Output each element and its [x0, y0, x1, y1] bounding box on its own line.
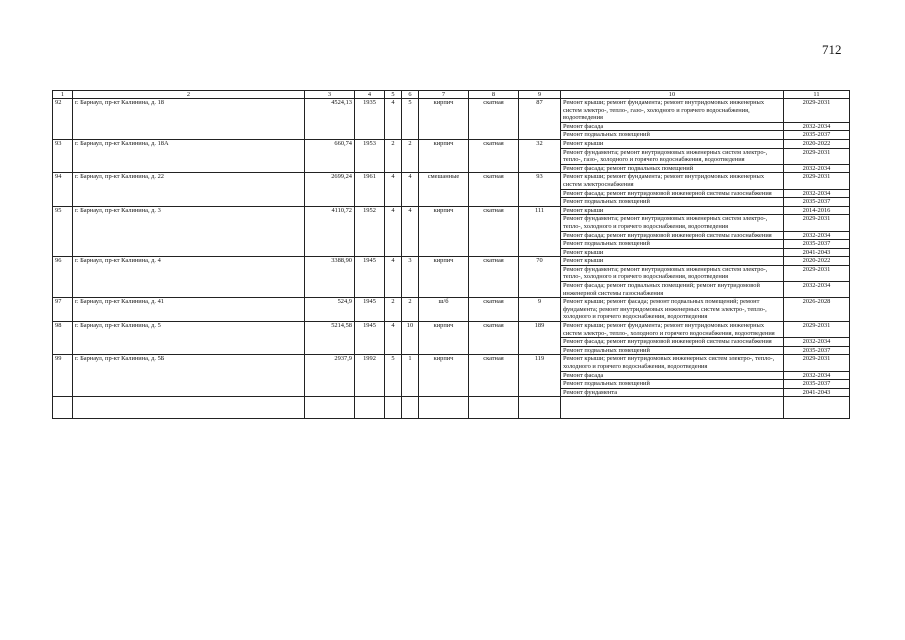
floors-cell: 4 — [385, 173, 402, 206]
table-row — [53, 298, 850, 322]
wall-material-cell: кирпич — [419, 99, 469, 140]
column-number-header: 10 — [561, 91, 784, 99]
repair-work-cell: Ремонт фундамента; ремонт внутридомовых инженерных систем электро-, тепло-, холодного и горячего водоснабжения, водоотведения — [561, 215, 784, 231]
repair-work-cell: Ремонт крыши — [561, 248, 784, 257]
building-number-cell: 93 — [53, 139, 73, 172]
repair-period-cell: 2035-2037 — [784, 198, 850, 207]
wall-material-cell: смешанные — [419, 173, 469, 206]
page-number: 712 — [822, 42, 842, 57]
repair-period-cell: 2032-2034 — [784, 122, 850, 131]
table-row — [53, 322, 850, 338]
repair-work-cell: Ремонт подвальных помещений — [561, 198, 784, 207]
year-cell: 1992 — [355, 355, 385, 397]
repair-period-cell: 2032-2034 — [784, 338, 850, 347]
residents-cell: 87 — [519, 99, 561, 140]
repair-work-cell: Ремонт крыши — [561, 257, 784, 266]
column-number-header: 5 — [385, 91, 402, 99]
roof-type-cell: скатная — [469, 206, 519, 257]
filler-cell — [561, 397, 784, 419]
table-row — [53, 173, 850, 189]
residents-cell: 32 — [519, 139, 561, 172]
roof-type-cell: скатная — [469, 99, 519, 140]
repair-work-cell: Ремонт фасада; ремонт внутридомовой инженерной системы газоснабжения — [561, 189, 784, 198]
building-number-cell: 94 — [53, 173, 73, 206]
repair-work-cell: Ремонт крыши; ремонт внутридомовых инженерных систем электро-, тепло-, холодного и горячего водоснабжения, водоотведения — [561, 355, 784, 371]
repair-work-cell: Ремонт фасада — [561, 122, 784, 131]
roof-type-cell: скатная — [469, 298, 519, 322]
repair-period-cell: 2029-2031 — [784, 265, 850, 281]
capital-repair-table — [52, 90, 850, 419]
repair-period-cell: 2029-2031 — [784, 322, 850, 338]
filler-cell — [402, 397, 419, 419]
repair-work-cell: Ремонт фасада — [561, 371, 784, 380]
address-cell: г. Барнаул, пр-кт Калинина, д. 18 — [73, 99, 305, 140]
entrances-cell: 3 — [402, 257, 419, 298]
repair-work-cell: Ремонт фасада; ремонт подвальных помещений; ремонт внутридомовой инженерной системы газоснабжения — [561, 282, 784, 298]
repair-period-cell: 2020-2022 — [784, 257, 850, 266]
repair-period-cell: 2041-2043 — [784, 388, 850, 397]
column-number-header: 6 — [402, 91, 419, 99]
filler-cell — [53, 397, 73, 419]
wall-material-cell: ш/б — [419, 298, 469, 322]
roof-type-cell: скатная — [469, 173, 519, 206]
repair-period-cell: 2029-2031 — [784, 355, 850, 371]
floors-cell: 4 — [385, 322, 402, 355]
column-number-header: 3 — [305, 91, 355, 99]
residents-cell: 111 — [519, 206, 561, 257]
filler-cell — [419, 397, 469, 419]
table-row — [53, 139, 850, 148]
wall-material-cell: кирпич — [419, 257, 469, 298]
building-number-cell: 92 — [53, 99, 73, 140]
column-number-header: 8 — [469, 91, 519, 99]
address-cell: г. Барнаул, пр-кт Калинина, д. 5Б — [73, 355, 305, 397]
roof-type-cell: скатная — [469, 322, 519, 355]
building-number-cell: 98 — [53, 322, 73, 355]
repair-period-cell: 2026-2028 — [784, 298, 850, 322]
floors-cell: 5 — [385, 355, 402, 397]
table-row — [53, 257, 850, 266]
wall-material-cell: кирпич — [419, 355, 469, 397]
wall-material-cell: кирпич — [419, 206, 469, 257]
repair-period-cell: 2035-2037 — [784, 240, 850, 249]
filler-cell — [355, 397, 385, 419]
residents-cell: 93 — [519, 173, 561, 206]
building-number-cell: 99 — [53, 355, 73, 397]
building-number-cell: 95 — [53, 206, 73, 257]
table-row — [53, 99, 850, 123]
repair-work-cell: Ремонт крыши — [561, 206, 784, 215]
repair-work-cell: Ремонт фасада; ремонт внутридомовой инженерной системы газоснабжения — [561, 231, 784, 240]
repair-period-cell: 2041-2043 — [784, 248, 850, 257]
repair-period-cell: 2032-2034 — [784, 164, 850, 173]
wall-material-cell: кирпич — [419, 139, 469, 172]
repair-period-cell: 2032-2034 — [784, 189, 850, 198]
building-number-cell: 97 — [53, 298, 73, 322]
entrances-cell: 4 — [402, 173, 419, 206]
repair-work-cell: Ремонт крыши; ремонт фундамента; ремонт внутридомовых инженерных систем электро-, тепло-, газо-, холодного и горячего водоснабжения, водоотведения — [561, 99, 784, 123]
repair-work-cell: Ремонт подвальных помещений — [561, 240, 784, 249]
residents-cell: 119 — [519, 355, 561, 397]
year-cell: 1945 — [355, 298, 385, 322]
roof-type-cell: скатная — [469, 355, 519, 397]
floors-cell: 4 — [385, 257, 402, 298]
area-cell: 2937,9 — [305, 355, 355, 397]
repair-work-cell: Ремонт крыши — [561, 139, 784, 148]
year-cell: 1945 — [355, 257, 385, 298]
floors-cell: 4 — [385, 206, 402, 257]
table-row — [53, 355, 850, 371]
address-cell: г. Барнаул, пр-кт Калинина, д. 41 — [73, 298, 305, 322]
repair-work-cell: Ремонт фундамента; ремонт внутридомовых инженерных систем электро-, тепло-, холодного и горячего водоснабжения, водоотведения — [561, 265, 784, 281]
filler-cell — [385, 397, 402, 419]
repair-period-cell: 2035-2037 — [784, 131, 850, 140]
address-cell: г. Барнаул, пр-кт Калинина, д. 4 — [73, 257, 305, 298]
entrances-cell: 5 — [402, 99, 419, 140]
entrances-cell: 2 — [402, 139, 419, 172]
column-number-header: 9 — [519, 91, 561, 99]
column-number-header: 11 — [784, 91, 850, 99]
column-number-header: 4 — [355, 91, 385, 99]
filler-cell — [519, 397, 561, 419]
table-tail — [53, 397, 850, 419]
area-cell: 524,9 — [305, 298, 355, 322]
column-number-row — [53, 91, 850, 99]
column-number-header: 1 — [53, 91, 73, 99]
repair-work-cell: Ремонт фасада; ремонт внутридомовой инженерной системы газоснабжения — [561, 338, 784, 347]
address-cell: г. Барнаул, пр-кт Калинина, д. 18А — [73, 139, 305, 172]
year-cell: 1953 — [355, 139, 385, 172]
entrances-cell: 1 — [402, 355, 419, 397]
year-cell: 1952 — [355, 206, 385, 257]
repair-period-cell: 2029-2031 — [784, 148, 850, 164]
repair-work-cell: Ремонт фундамента; ремонт внутридомовых инженерных систем электро-, тепло-, газо-, холодного и горячего водоснабжения, водоотведения — [561, 148, 784, 164]
repair-period-cell: 2032-2034 — [784, 231, 850, 240]
repair-period-cell: 2014-2016 — [784, 206, 850, 215]
repair-work-cell: Ремонт крыши; ремонт фундамента; ремонт внутридомовых инженерных систем электро-, тепло-, холодного и горячего водоснабжения, водоотведения — [561, 322, 784, 338]
area-cell: 3388,90 — [305, 257, 355, 298]
roof-type-cell: скатная — [469, 139, 519, 172]
repair-period-cell: 2035-2037 — [784, 346, 850, 355]
address-cell: г. Барнаул, пр-кт Калинина, д. 22 — [73, 173, 305, 206]
repair-work-cell: Ремонт подвальных помещений — [561, 346, 784, 355]
filler-cell — [73, 397, 305, 419]
residents-cell: 9 — [519, 298, 561, 322]
roof-type-cell: скатная — [469, 257, 519, 298]
repair-work-cell: Ремонт крыши; ремонт фасада; ремонт подвальных помещений; ремонт фундамента; ремонт внутридомовых инженерных систем электро-, тепло-, холодного и горячего водоснабжения, водоотведения — [561, 298, 784, 322]
repair-work-cell: Ремонт подвальных помещений — [561, 131, 784, 140]
column-number-header: 2 — [73, 91, 305, 99]
repair-period-cell: 2029-2031 — [784, 215, 850, 231]
year-cell: 1945 — [355, 322, 385, 355]
area-cell: 4110,72 — [305, 206, 355, 257]
filler-cell — [305, 397, 355, 419]
repair-period-cell: 2032-2034 — [784, 371, 850, 380]
table-row — [53, 206, 850, 215]
floors-cell: 2 — [385, 298, 402, 322]
address-cell: г. Барнаул, пр-кт Калинина, д. 3 — [73, 206, 305, 257]
address-cell: г. Барнаул, пр-кт Калинина, д. 5 — [73, 322, 305, 355]
repair-work-cell: Ремонт фундамента — [561, 388, 784, 397]
floors-cell: 2 — [385, 139, 402, 172]
repair-period-cell: 2020-2022 — [784, 139, 850, 148]
wall-material-cell: кирпич — [419, 322, 469, 355]
repair-work-cell: Ремонт крыши; ремонт фундамента; ремонт внутридомовых инженерных систем электроснабжения — [561, 173, 784, 189]
entrances-cell: 2 — [402, 298, 419, 322]
filler-cell — [469, 397, 519, 419]
repair-period-cell: 2035-2037 — [784, 380, 850, 389]
area-cell: 5214,58 — [305, 322, 355, 355]
entrances-cell: 10 — [402, 322, 419, 355]
filler-cell — [784, 397, 850, 419]
repair-period-cell: 2032-2034 — [784, 282, 850, 298]
residents-cell: 70 — [519, 257, 561, 298]
area-cell: 2699,24 — [305, 173, 355, 206]
repair-work-cell: Ремонт фасада; ремонт подвальных помещений — [561, 164, 784, 173]
repair-period-cell: 2029-2031 — [784, 99, 850, 123]
table-body — [53, 99, 850, 397]
repair-work-cell: Ремонт подвальных помещений — [561, 380, 784, 389]
building-number-cell: 96 — [53, 257, 73, 298]
year-cell: 1961 — [355, 173, 385, 206]
area-cell: 660,74 — [305, 139, 355, 172]
repair-period-cell: 2029-2031 — [784, 173, 850, 189]
residents-cell: 189 — [519, 322, 561, 355]
area-cell: 4524,13 — [305, 99, 355, 140]
table-filler-row — [53, 397, 850, 419]
year-cell: 1935 — [355, 99, 385, 140]
floors-cell: 4 — [385, 99, 402, 140]
column-number-header: 7 — [419, 91, 469, 99]
entrances-cell: 4 — [402, 206, 419, 257]
